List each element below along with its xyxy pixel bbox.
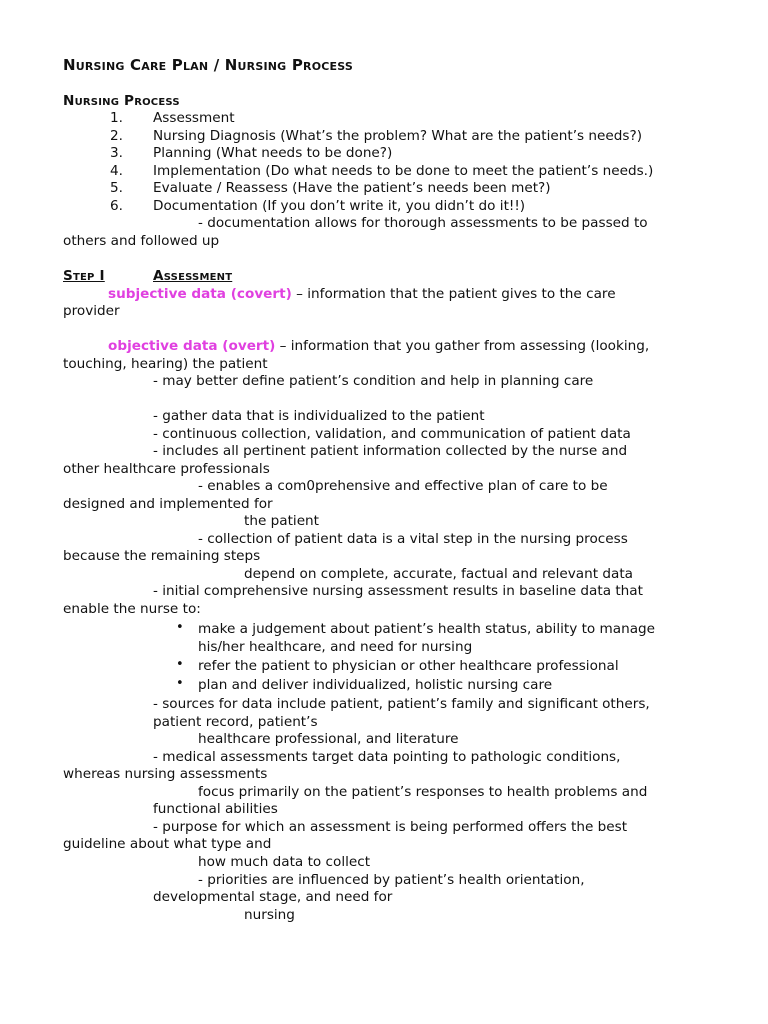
documentation-note-cont: others and followed up — [63, 233, 220, 249]
step-number: 6. — [110, 198, 123, 214]
assessment-note-cont: healthcare professional, and literature — [198, 731, 459, 747]
subjective-data-definition: – information that the patient gives to the care — [291, 286, 616, 302]
assessment-note: - includes all pertinent patient information collected by the nurse and — [153, 443, 628, 459]
assessment-note-cont: functional abilities — [153, 801, 278, 817]
step-text: Documentation (If you don’t write it, you didn’t do it!!) — [153, 198, 526, 214]
assessment-note-cont: the patient — [244, 513, 320, 529]
assessment-note-cont: how much data to collect — [198, 854, 371, 870]
document-title: Nursing Care Plan / Nursing Process — [63, 56, 353, 74]
subjective-data-line — [108, 285, 616, 303]
bullet-icon: • — [176, 620, 184, 635]
assessment-note: - priorities are influenced by patient’s health orientation, — [198, 872, 585, 888]
assessment-note-cont: nursing — [244, 907, 295, 923]
assessment-note-cont: focus primarily on the patient’s responses to health problems and — [198, 784, 648, 800]
assessment-note-cont: developmental stage, and need for — [153, 889, 393, 905]
documentation-note: - documentation allows for thorough assessments to be passed to — [198, 215, 648, 231]
process-heading: Nursing Process — [63, 93, 180, 109]
assessment-note-cont: other healthcare professionals — [63, 461, 270, 477]
assessment-note: - purpose for which an assessment is being performed offers the best — [153, 819, 628, 835]
assessment-note-cont: because the remaining steps — [63, 548, 261, 564]
subjective-data-term: subjective data (covert) — [108, 286, 292, 302]
objective-data-definition: – information that you gather from assessing (looking, — [275, 338, 650, 354]
step-number: 3. — [110, 145, 123, 161]
step-number: 4. — [110, 163, 123, 179]
assessment-note-cont: enable the nurse to: — [63, 601, 201, 617]
assessment-note: - sources for data include patient, patient’s family and significant others, — [153, 696, 650, 712]
bullet-item: plan and deliver individualized, holistic nursing care — [198, 677, 553, 693]
assessment-note-cont: designed and implemented for — [63, 496, 273, 512]
assessment-note: - medical assessments target data pointing to pathologic conditions, — [153, 749, 621, 765]
assessment-note: - gather data that is individualized to the patient — [153, 408, 485, 424]
objective-data-line — [108, 337, 649, 355]
step-text: Nursing Diagnosis (What’s the problem? What are the patient’s needs?) — [153, 128, 642, 144]
bullet-item: refer the patient to physician or other healthcare professional — [198, 658, 619, 674]
objective-data-term: objective data (overt) — [108, 338, 276, 354]
assessment-note-cont: whereas nursing assessments — [63, 766, 268, 782]
objective-data-definition-cont: touching, hearing) the patient — [63, 356, 268, 372]
step1-label: Step I — [63, 268, 105, 284]
step-text: Implementation (Do what needs to be done to meet the patient’s needs.) — [153, 163, 654, 179]
bullet-icon: • — [176, 657, 184, 672]
subjective-data-definition-cont: provider — [63, 303, 120, 319]
step-number: 2. — [110, 128, 123, 144]
step-number: 5. — [110, 180, 123, 196]
step-text: Planning (What needs to be done?) — [153, 145, 393, 161]
assessment-note: - collection of patient data is a vital step in the nursing process — [198, 531, 628, 547]
bullet-item-cont: his/her healthcare, and need for nursing — [198, 639, 473, 655]
step-text: Evaluate / Reassess (Have the patient’s needs been met?) — [153, 180, 551, 196]
assessment-note-cont: guideline about what type and — [63, 836, 272, 852]
assessment-note: - continuous collection, validation, and communication of patient data — [153, 426, 631, 442]
assessment-note: - enables a com0prehensive and effective plan of care to be — [198, 478, 608, 494]
bullet-icon: • — [176, 676, 184, 691]
assessment-note-cont: depend on complete, accurate, factual and relevant data — [244, 566, 634, 582]
assessment-note: - initial comprehensive nursing assessment results in baseline data that — [153, 583, 643, 599]
bullet-item: make a judgement about patient’s health status, ability to manage — [198, 621, 656, 637]
assessment-note-cont: patient record, patient’s — [153, 714, 318, 730]
step-number: 1. — [110, 110, 123, 126]
step1-title: Assessment — [153, 268, 233, 284]
assessment-note: - may better define patient’s condition and help in planning care — [153, 373, 594, 389]
step-text: Assessment — [153, 110, 235, 126]
